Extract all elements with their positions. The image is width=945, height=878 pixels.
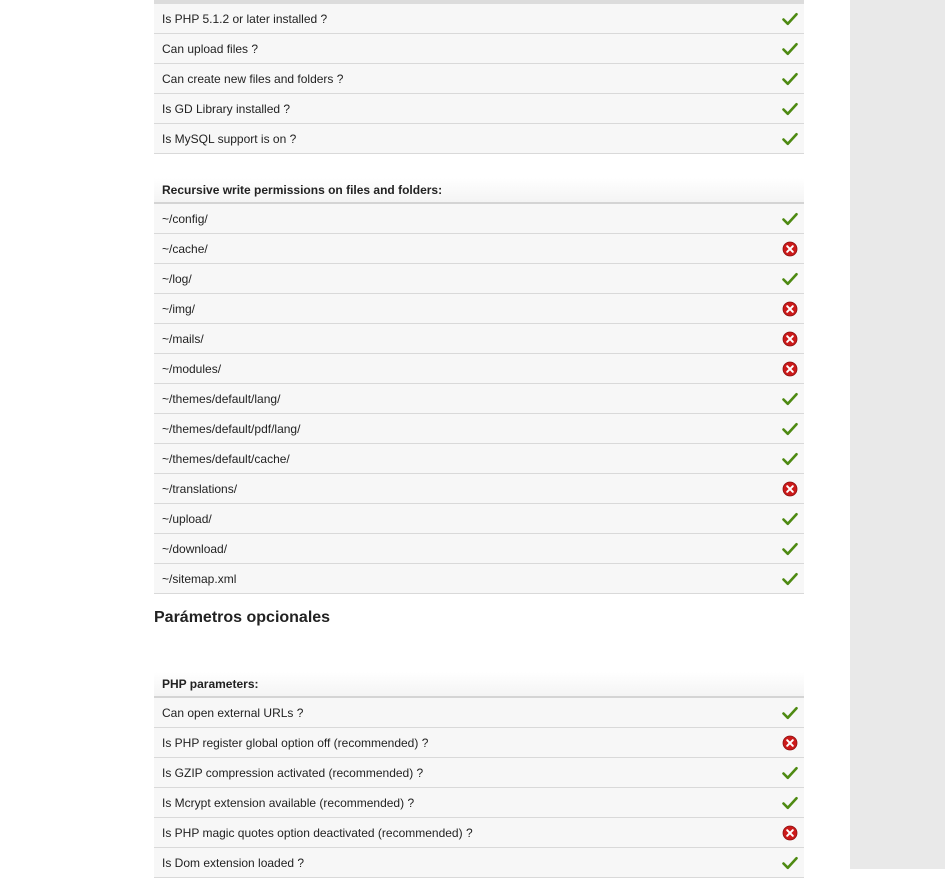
checkmark-icon [782,211,798,227]
error-x-icon [782,241,798,257]
required-checks-table [154,4,804,154]
spacer [154,154,804,178]
check-label: Can open external URLs ? [162,706,304,720]
section-header-label: PHP parameters: [162,677,259,691]
permission-row [154,264,804,294]
checkmark-icon [782,11,798,27]
checkmark-icon [782,765,798,781]
optional-check-row [154,698,804,728]
permission-row [154,444,804,474]
error-x-icon [782,735,798,751]
permission-row [154,234,804,264]
permission-row [154,414,804,444]
permissions-table [154,204,804,594]
permission-row [154,324,804,354]
check-row [154,34,804,64]
permission-path: ~/modules/ [162,362,222,376]
permission-path: ~/mails/ [162,332,204,346]
checkmark-icon [782,131,798,147]
php-parameters-table [154,698,804,878]
checkmark-icon [782,101,798,117]
permission-row [154,534,804,564]
right-sidebar-panel [850,0,945,869]
checkmark-icon [782,71,798,87]
permission-path: ~/themes/default/pdf/lang/ [162,422,301,436]
check-label: Can upload files ? [162,42,259,56]
check-label: Is PHP magic quotes option deactivated (recommended) ? [162,826,473,840]
permission-path: ~/img/ [162,302,196,316]
optional-parameters-title: Parámetros opcionales [154,609,331,626]
permission-path: ~/upload/ [162,512,212,526]
check-row [154,124,804,154]
permission-path: ~/themes/default/lang/ [162,392,281,406]
permission-row [154,384,804,414]
optional-check-row [154,758,804,788]
check-label: Is PHP 5.1.2 or later installed ? [162,12,328,26]
check-label: Is Dom extension loaded ? [162,856,305,870]
check-label: Is PHP register global option off (recommended) ? [162,736,429,750]
checkmark-icon [782,571,798,587]
permission-row [154,504,804,534]
check-row [154,4,804,34]
checkmark-icon [782,41,798,57]
checkmark-icon [782,795,798,811]
check-label: Is GD Library installed ? [162,102,291,116]
permission-path: ~/translations/ [162,482,238,496]
permission-row [154,354,804,384]
check-label: Is GZIP compression activated (recommended) ? [162,766,424,780]
checkmark-icon [782,511,798,527]
php-parameters-section-header [154,672,804,698]
optional-check-row [154,728,804,758]
permissions-section-header [154,178,804,204]
section-header-label: Recursive write permissions on files and folders: [162,183,443,197]
check-row [154,64,804,94]
install-checks-content [154,0,804,878]
optional-check-row [154,788,804,818]
spacer [154,594,804,672]
check-label: Can create new files and folders ? [162,72,344,86]
check-row [154,94,804,124]
error-x-icon [782,301,798,317]
check-label: Is MySQL support is on ? [162,132,297,146]
checkmark-icon [782,391,798,407]
permission-row [154,204,804,234]
checkmark-icon [782,271,798,287]
permission-row [154,294,804,324]
permission-path: ~/cache/ [162,242,208,256]
checkmark-icon [782,451,798,467]
checkmark-icon [782,421,798,437]
error-x-icon [782,825,798,841]
optional-check-row [154,848,804,878]
optional-check-row [154,818,804,848]
error-x-icon [782,331,798,347]
error-x-icon [782,481,798,497]
check-label: Is Mcrypt extension available (recommended) ? [162,796,415,810]
permission-path: ~/log/ [162,272,192,286]
permission-row [154,474,804,504]
checkmark-icon [782,705,798,721]
permission-row [154,564,804,594]
permission-path: ~/config/ [162,212,208,226]
checkmark-icon [782,541,798,557]
permission-path: ~/download/ [162,542,228,556]
permission-path: ~/themes/default/cache/ [162,452,290,466]
error-x-icon [782,361,798,377]
permission-path: ~/sitemap.xml [162,572,237,586]
